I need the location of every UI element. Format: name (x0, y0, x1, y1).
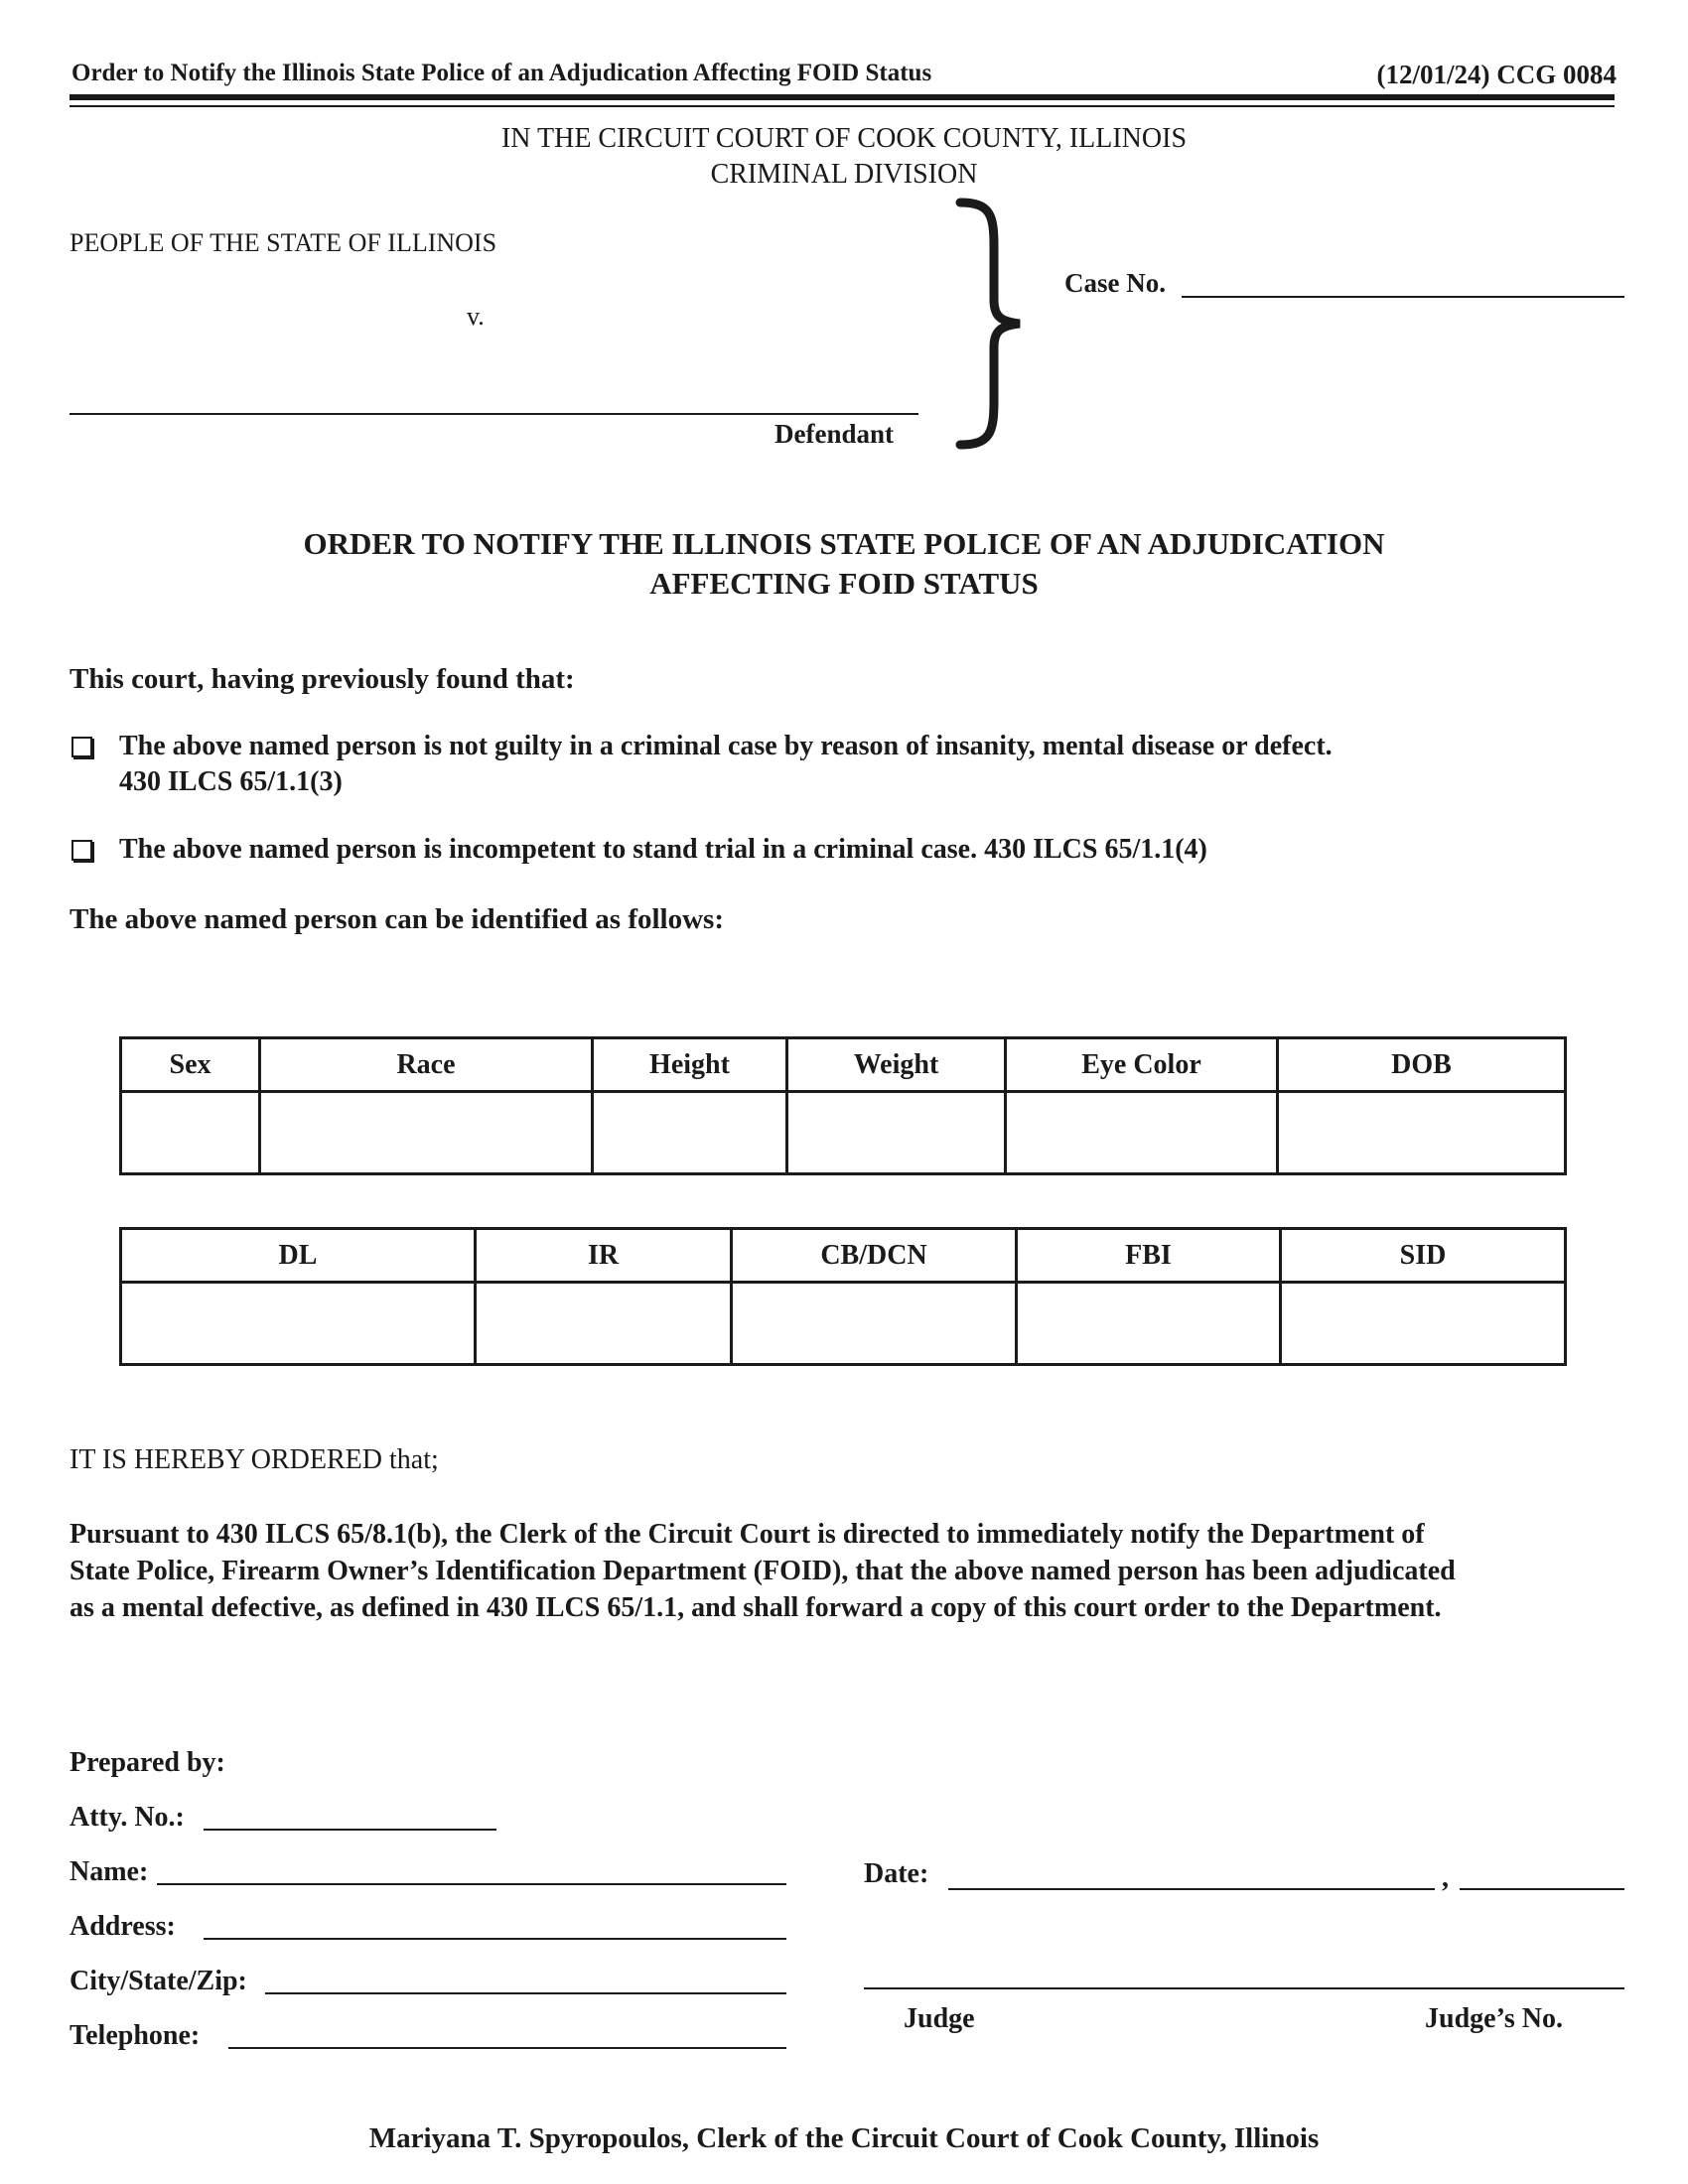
city-state-zip-label: City/State/Zip: (70, 1966, 247, 1996)
order-text-line2: State Police, Firearm Owner’s Identification Department (FOID), that the above named person has been adjudicated (70, 1556, 1456, 1586)
sex-field[interactable] (121, 1092, 260, 1174)
col-header-cb-dcn: CB/DCN (732, 1229, 1017, 1283)
address-field[interactable] (204, 1938, 786, 1940)
fbi-field[interactable] (1017, 1283, 1281, 1365)
header-rule-thick (70, 94, 1615, 100)
sid-field[interactable] (1281, 1283, 1566, 1365)
versus-label: v. (467, 302, 485, 331)
col-header-sid: SID (1281, 1229, 1566, 1283)
col-header-sex: Sex (121, 1038, 260, 1092)
findings-intro: This court, having previously found that: (70, 663, 575, 695)
address-label: Address: (70, 1911, 176, 1942)
form-title-header: Order to Notify the Illinois State Police of an Adjudication Affecting FOID Status (71, 60, 932, 86)
defendant-name-line[interactable] (70, 413, 918, 415)
telephone-label: Telephone: (70, 2020, 201, 2051)
court-name: IN THE CIRCUIT COURT OF COOK COUNTY, ILLINOIS (500, 123, 1188, 154)
incompetent-finding-text: The above named person is incompetent to stand trial in a criminal case. 430 ILCS 65/1.1(4) (119, 834, 1207, 865)
height-field[interactable] (593, 1092, 787, 1174)
date-label: Date: (864, 1858, 929, 1889)
order-text-line1: Pursuant to 430 ILCS 65/8.1(b), the Clerk of the Circuit Court is directed to immediately notify the Department of (70, 1519, 1425, 1550)
race-field[interactable] (260, 1092, 593, 1174)
col-header-dob: DOB (1278, 1038, 1566, 1092)
judge-no-label: Judge’s No. (1425, 2003, 1563, 2034)
col-header-height: Height (593, 1038, 787, 1092)
col-header-ir: IR (476, 1229, 732, 1283)
order-heading: IT IS HEREBY ORDERED that; (70, 1444, 439, 1475)
date-comma: , (1442, 1862, 1449, 1893)
col-header-weight: Weight (787, 1038, 1006, 1092)
atty-no-field[interactable] (204, 1829, 496, 1831)
dob-field[interactable] (1278, 1092, 1566, 1174)
identification-table-1 (119, 1036, 1567, 1175)
dl-field[interactable] (121, 1283, 476, 1365)
date-month-day-field[interactable] (948, 1888, 1435, 1890)
telephone-field[interactable] (228, 2047, 786, 2049)
order-text-line3: as a mental defective, as defined in 430 ILCS 65/1.1, and shall forward a copy of this court order to the Department. (70, 1592, 1442, 1623)
order-title-line2: AFFECTING FOID STATUS (649, 566, 1039, 601)
identified-text: The above named person can be identified as follows: (70, 903, 724, 935)
case-no-field[interactable] (1182, 296, 1624, 298)
clerk-footer: Mariyana T. Spyropoulos, Clerk of the Circuit Court of Cook County, Illinois (368, 2122, 1320, 2154)
col-header-fbi: FBI (1017, 1229, 1281, 1283)
caption-brace-icon (948, 195, 1028, 453)
col-header-eye-color: Eye Color (1006, 1038, 1278, 1092)
date-year-field[interactable] (1460, 1888, 1624, 1890)
case-no-label: Case No. (1064, 268, 1166, 298)
insanity-finding-citation: 430 ILCS 65/1.1(3) (119, 766, 343, 797)
judge-signature-line[interactable] (864, 1987, 1624, 1989)
insanity-checkbox[interactable] (71, 737, 92, 757)
court-division: CRIMINAL DIVISION (710, 159, 978, 190)
cb-dcn-field[interactable] (732, 1283, 1017, 1365)
city-state-zip-field[interactable] (265, 1992, 786, 1994)
col-header-dl: DL (121, 1229, 476, 1283)
ir-field[interactable] (476, 1283, 732, 1365)
form-code: (12/01/24) CCG 0084 (1376, 60, 1617, 89)
insanity-finding-text: The above named person is not guilty in a criminal case by reason of insanity, mental disease or defect. (119, 731, 1333, 761)
eye-color-field[interactable] (1006, 1092, 1278, 1174)
name-field[interactable] (157, 1883, 786, 1885)
incompetent-checkbox[interactable] (71, 840, 92, 861)
atty-no-label: Atty. No.: (70, 1802, 185, 1833)
header-rule-thin (70, 105, 1615, 107)
judge-label: Judge (904, 2003, 975, 2034)
plaintiff-name: PEOPLE OF THE STATE OF ILLINOIS (70, 228, 497, 257)
name-label: Name: (70, 1856, 149, 1887)
col-header-race: Race (260, 1038, 593, 1092)
prepared-by-heading: Prepared by: (70, 1747, 225, 1778)
order-title-line1: ORDER TO NOTIFY THE ILLINOIS STATE POLICE OF AN ADJUDICATION (303, 526, 1385, 561)
weight-field[interactable] (787, 1092, 1006, 1174)
defendant-label: Defendant (774, 419, 894, 449)
identification-table-2 (119, 1227, 1567, 1366)
